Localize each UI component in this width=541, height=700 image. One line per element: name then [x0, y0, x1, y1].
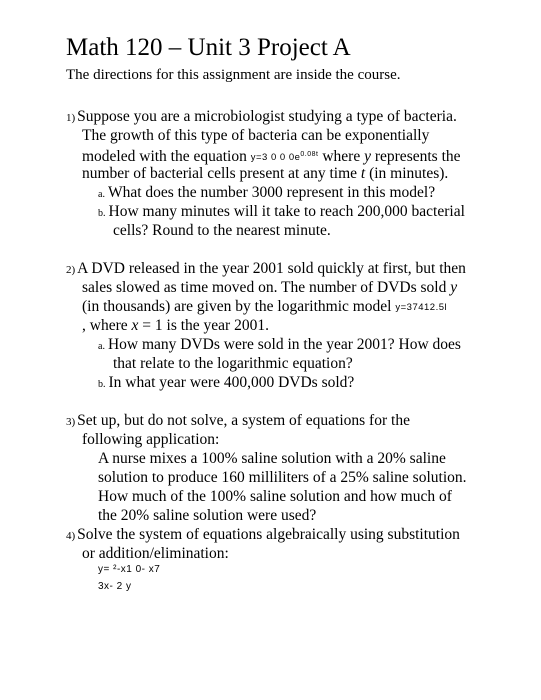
- q3-line-2: following application:: [82, 431, 220, 448]
- q2-equation: y=37412.5l: [395, 302, 448, 313]
- q4-number: 4): [66, 530, 76, 542]
- q1-equation: y=3 0 0 $0e^{0.08t}$: [250, 151, 319, 164]
- q1-number: 1): [66, 112, 76, 124]
- q2-line-2: sales slowed as time moved on. The number of DVDs sold y: [82, 279, 458, 296]
- q1-part-b-line-2: cells? Round to the nearest minute.: [113, 222, 331, 239]
- q1-line-1: 1) Suppose you are a microbiologist studying a type of bacteria.: [66, 108, 457, 125]
- q2-part-b: b. In what year were 400,000 DVDs sold?: [98, 374, 355, 391]
- q4-line-2: or addition/elimination:: [82, 545, 229, 562]
- q3-application-2: solution to produce 160 milliliters of a 25% saline solution.: [98, 469, 467, 486]
- q1-part-a: a. What does the number 3000 represent in this model?: [98, 184, 436, 201]
- q4-line-1: 4) Solve the system of equations algebraically using substitution: [66, 526, 460, 543]
- page-title: Math 120 – Unit 3 Project A: [66, 34, 351, 61]
- q3-line-1: 3) Set up, but do not solve, a system of equations for the: [66, 412, 410, 429]
- q3-application-4: the 20% saline solution were used?: [98, 507, 317, 524]
- q4-equation-2: 3x- 2 y: [98, 581, 132, 592]
- q2-number: 2): [66, 264, 76, 276]
- q4-equation-1: y= ²-x1 0- x7: [98, 564, 161, 575]
- q2-part-a: a. How many DVDs were sold in the year 2001? How does: [98, 336, 461, 353]
- q1-line-4: number of bacterial cells present at any time t (in minutes).: [82, 165, 449, 182]
- q3-number: 3): [66, 416, 76, 428]
- q2-line-1: 2) A DVD released in the year 2001 sold quickly at first, but then: [66, 260, 466, 277]
- q1-line-3: modeled with the equation y=3 0 0 $0e^{0.08t}$ where y represents the: [82, 148, 461, 166]
- q2-line-3: (in thousands) are given by the logarithmic model y=37412.5l: [82, 298, 448, 315]
- q3-application-1: A nurse mixes a 100% saline solution with a 20% saline: [98, 450, 446, 467]
- q3-application-3: How much of the 100% saline solution and how much of: [98, 488, 452, 505]
- q1-part-b: b. How many minutes will it take to reach 200,000 bacterial: [98, 203, 465, 220]
- page-subtitle: The directions for this assignment are inside the course.: [66, 67, 401, 83]
- q2-line-4: , where x = 1 is the year 2001.: [82, 317, 269, 334]
- q1-line-2: The growth of this type of bacteria can be exponentially: [82, 127, 430, 144]
- q2-part-a-line-2: that relate to the logarithmic equation?: [113, 355, 353, 372]
